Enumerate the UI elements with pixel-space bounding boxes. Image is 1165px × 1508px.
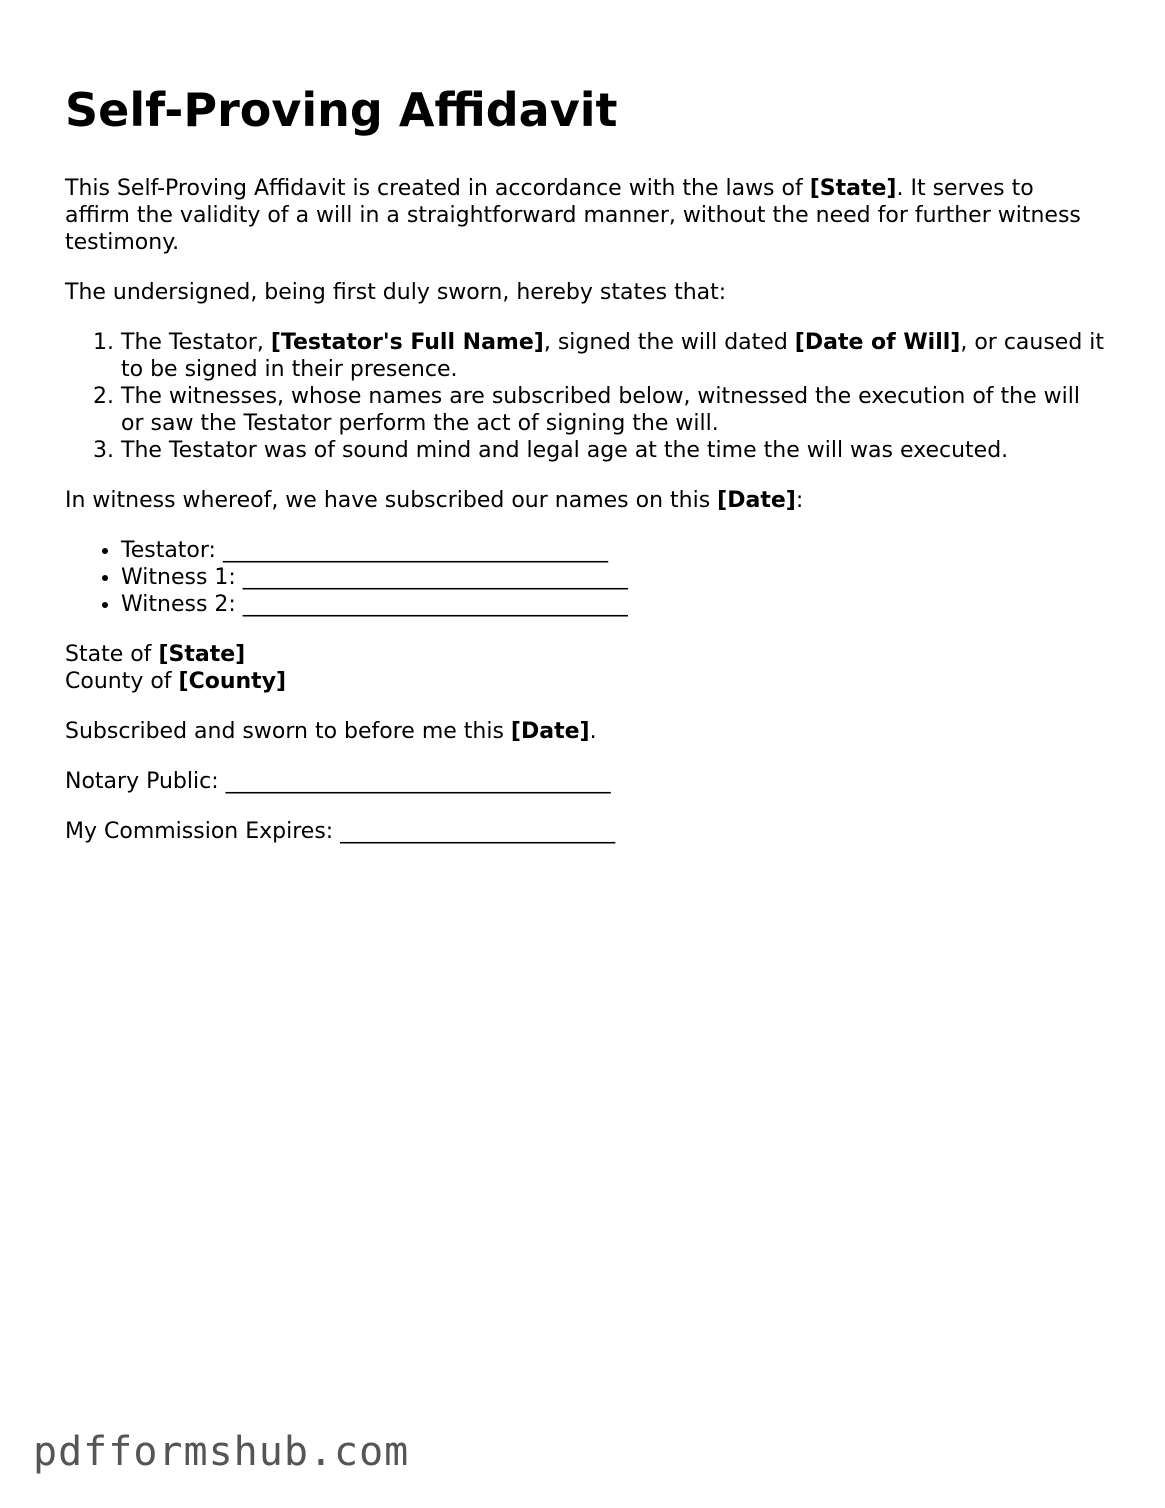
watermark: pdfformshub.com: [33, 1429, 410, 1475]
intro-text-start: This Self-Proving Affidavit is created in accordance with the laws of: [65, 176, 810, 201]
signature-list: [65, 537, 1105, 618]
subscribed-paragraph: [65, 718, 1105, 745]
intro-state-placeholder: [State]: [809, 176, 897, 201]
state-label: State of: [65, 642, 159, 667]
witness-whereof-paragraph: [65, 487, 1105, 514]
statement-1-text-end: , or caused it to be signed in their presence.: [121, 330, 1105, 382]
witness-text-end: :: [795, 488, 804, 513]
notary-signature-line: Notary Public: ___________________________________: [65, 769, 611, 794]
statement-list: [65, 329, 1105, 464]
document-page: [65, 78, 1105, 868]
venue-state-placeholder: [State]: [158, 642, 246, 667]
intro-text-end: . It serves to affirm the validity of a will in a straightforward manner, without the need for further witness testimony.: [65, 176, 1081, 255]
statement-1-text-start: The Testator,: [121, 330, 271, 355]
venue-block: [65, 641, 1105, 695]
statement-item-3: 3. The Testator was of sound mind and legal age at the time the will was executed.: [121, 437, 1105, 464]
statement-item-1: [121, 329, 1105, 383]
intro-paragraph: [65, 175, 1105, 256]
statement-1-text-middle: , signed the will dated: [543, 330, 795, 355]
commission-expires-line: My Commission Expires: _________________________: [65, 819, 616, 844]
county-label: County of: [65, 669, 179, 694]
witness-1-signature-line: • Witness 1: ___________________________________: [121, 564, 1105, 591]
witness-text-start: In witness whereof, we have subscribed our names on this: [65, 488, 718, 513]
subscribed-text-start: Subscribed and sworn to before me this: [65, 719, 511, 744]
statement-item-2: 2. The witnesses, whose names are subscribed below, witnessed the execution of the will or saw the Testator perform the act of signing the will.: [121, 383, 1105, 437]
subscribed-date-placeholder: [Date]: [510, 719, 590, 744]
testator-signature-line: • Testator: ___________________________________: [121, 537, 1105, 564]
venue-county-placeholder: [County]: [178, 669, 287, 694]
sworn-statement: The undersigned, being first duly sworn, hereby states that:: [65, 280, 727, 305]
witness-2-signature-line: • Witness 2: ___________________________________: [121, 591, 1105, 618]
witness-date-placeholder: [Date]: [717, 488, 796, 513]
subscribed-text-end: .: [589, 719, 597, 744]
will-date-placeholder: [Date of Will]: [794, 330, 961, 355]
testator-name-placeholder: [Testator's Full Name]: [270, 330, 544, 355]
document-title: Self-Proving Affidavit: [65, 83, 618, 137]
